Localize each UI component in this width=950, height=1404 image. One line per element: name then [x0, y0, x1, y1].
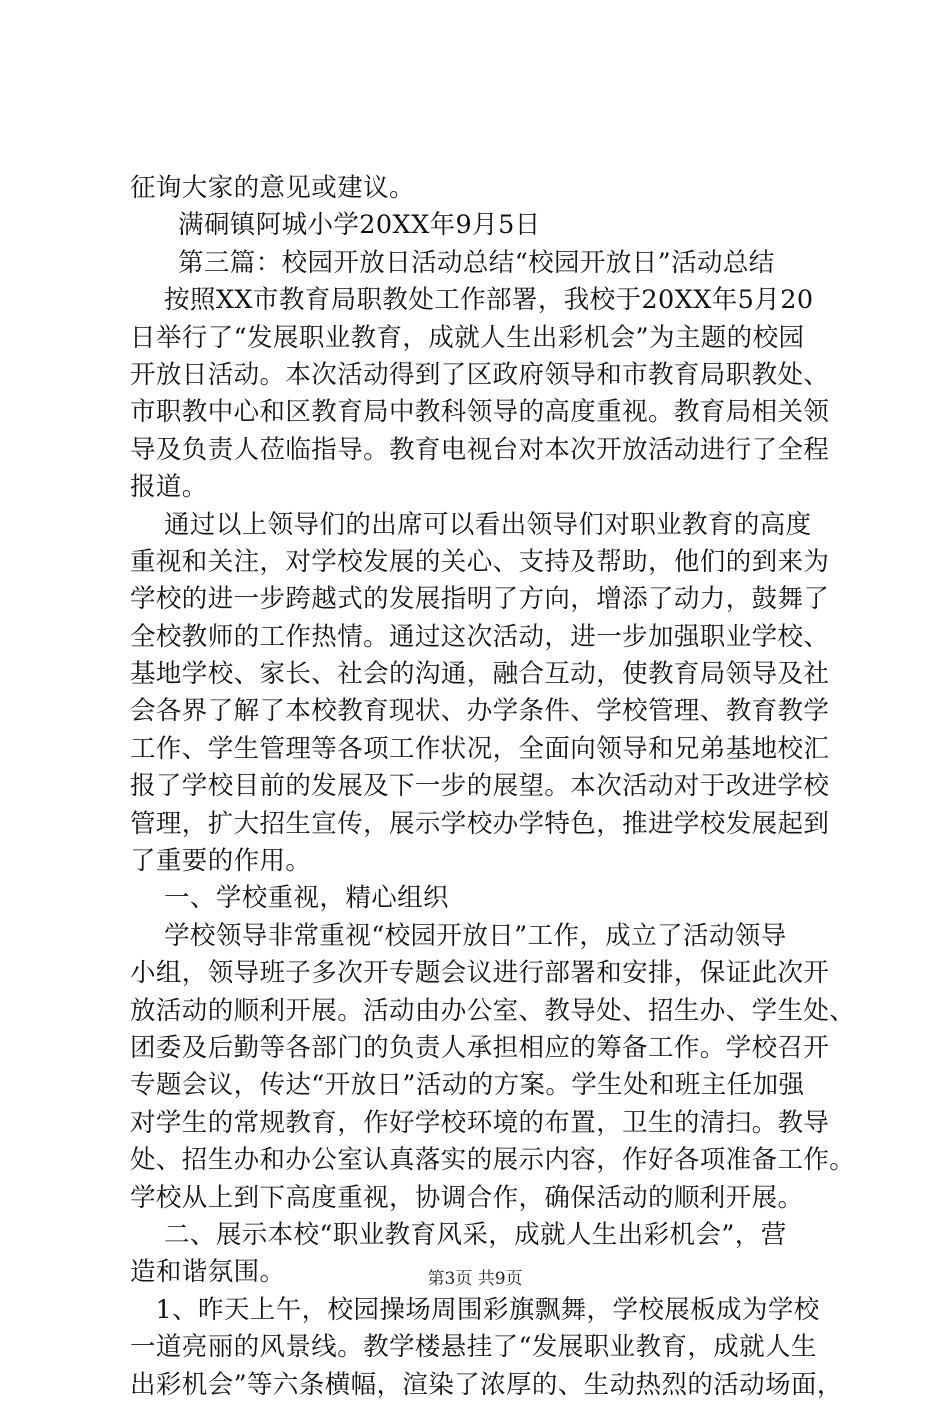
page-number-footer: 第3页 共9页 [427, 1269, 523, 1289]
text-line: 专题会议，传达“开放日”活动的方案。学生处和班主任加强 [130, 1070, 805, 1101]
document-body [130, 170, 856, 1404]
text-line: 放活动的顺利开展。活动由办公室、教导处、招生办、学生处、 [130, 995, 856, 1026]
text-line: 全校教师的工作热情。通过这次活动，进一步加强职业学校、 [130, 621, 830, 652]
signature-line: 满硐镇阿城小学20XX年9月5日 [178, 210, 541, 241]
text-line: 学校从上到下高度重视，协调合作，确保活动的顺利开展。 [130, 1182, 804, 1213]
text-line: 一道亮丽的风景线。教学楼悬挂了“发展职业教育，成就人生 [130, 1332, 817, 1363]
heading-line: 二、展示本校“职业教育风采，成就人生出彩机会”，营 [130, 1219, 787, 1250]
text-line: 学校领导非常重视“校园开放日”工作，成立了活动领导 [130, 920, 787, 951]
text-line: 处、招生办和办公室认真落实的展示内容，作好各项准备工作。 [130, 1145, 856, 1176]
text-line: 重视和关注，对学校发展的关心、支持及帮助，他们的到来为 [130, 546, 830, 577]
text-line: 出彩机会”等六条横幅，渲染了浓厚的、生动热烈的活动场面， [130, 1369, 843, 1400]
text-line: 1、昨天上午，校园操场周围彩旗飘舞，学校展板成为学校 [130, 1294, 820, 1325]
section-title: 第三篇：校园开放日活动总结“校园开放日”活动总结 [178, 247, 775, 278]
text-line: 征询大家的意见或建议。 [130, 173, 415, 203]
text-line: 小组，领导班子多次开专题会议进行部署和安排，保证此次开 [130, 958, 830, 989]
heading-line: 一、学校重视，精心组织 [130, 883, 449, 914]
text-line: 造和谐氛围。 [130, 1257, 286, 1288]
text-line: 会各界了解了本校教育现状、办学条件、学校管理、教育教学 [130, 696, 830, 727]
text-line: 日举行了“发展职业教育，成就人生出彩机会”为主题的校园 [130, 322, 805, 353]
text-line: 按照XX市教育局职教处工作部署，我校于20XX年5月20 [130, 285, 814, 316]
text-line: 了重要的作用。 [130, 846, 312, 877]
text-line: 报道。 [130, 472, 208, 503]
text-line: 报了学校目前的发展及下一步的展望。本次活动对于改进学校 [130, 771, 830, 802]
text-line: 开放日活动。本次活动得到了区政府领导和市教育局职教处、 [130, 359, 830, 390]
text-line: 学校的进一步跨越式的发展指明了方向，增添了动力，鼓舞了 [130, 584, 830, 615]
text-line: 工作、学生管理等各项工作状况，全面向领导和兄弟基地校汇 [130, 733, 830, 764]
text-line: 团委及后勤等各部门的负责人承担相应的筹备工作。学校召开 [130, 1032, 830, 1063]
text-line: 基地学校、家长、社会的沟通，融合互动，使教育局领导及社 [130, 659, 830, 690]
text-line: 市职教中心和区教育局中教科领导的高度重视。教育局相关领 [130, 397, 830, 428]
text-line: 通过以上领导们的出席可以看出领导们对职业教育的高度 [130, 509, 812, 540]
text-line: 对学生的常规教育，作好学校环境的布置，卫生的清扫。教导 [130, 1107, 830, 1138]
text-line: 管理，扩大招生宣传，展示学校办学特色，推进学校发展起到 [130, 808, 830, 839]
text-line: 导及负责人莅临指导。教育电视台对本次开放活动进行了全程 [130, 434, 830, 465]
